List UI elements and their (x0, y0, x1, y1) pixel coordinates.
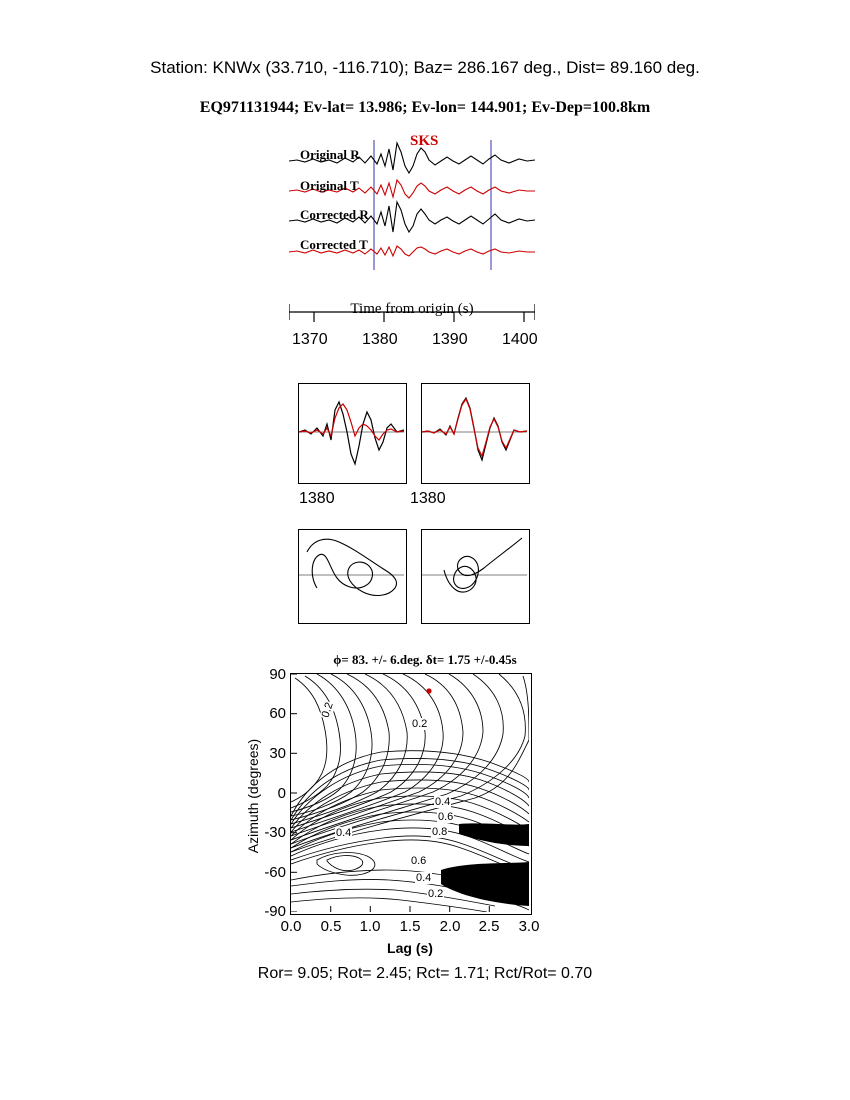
closeup-panel-uncorrected (298, 383, 407, 484)
contour-ytick-0: 0 (277, 785, 286, 802)
contour-label-3: 0.4 (336, 827, 352, 839)
time-tick-1390: 1390 (432, 331, 468, 348)
contour-label-5: 0.8 (432, 826, 448, 838)
best-solution-marker (426, 688, 431, 693)
contour-ytick-m30: -30 (264, 824, 286, 841)
trace-label-original-t: Original T (300, 178, 359, 193)
sks-phase-label: SKS (410, 133, 439, 149)
contour-plot (290, 673, 532, 915)
contour-ylabel-text: Azimuth (degrees) (245, 738, 261, 854)
contour-xlabel: Lag (s) (387, 940, 433, 956)
contour-xtick-20: 2.0 (439, 918, 461, 935)
contour-label-7: 0.4 (416, 872, 432, 884)
contour-label-0: 0.2 (319, 700, 336, 720)
contour-ytick-m90: -90 (264, 903, 286, 920)
time-axis-title: Time from origin (s) (350, 301, 474, 317)
residual-summary: Ror= 9.05; Rot= 2.45; Rct= 1.71; Rct/Rot= 0.70 (257, 965, 593, 982)
closeup-label-right: 1380 (410, 490, 446, 507)
time-tick-1380: 1380 (362, 331, 398, 348)
trace-label-original-r: Original R (300, 147, 360, 162)
particle-motion-uncorrected (298, 529, 407, 624)
closeup-label-left: 1380 (299, 490, 335, 507)
time-tick-1370: 1370 (292, 331, 328, 348)
contour-xtick-15: 1.5 (399, 918, 421, 935)
contour-xtick-00: 0.0 (280, 918, 302, 935)
station-header: Station: KNWx (33.710, -116.710); Baz= 286.167 deg., Dist= 89.160 deg. (150, 58, 700, 77)
contour-ytick-m60: -60 (264, 864, 286, 881)
contour-xtick-25: 2.5 (478, 918, 500, 935)
contour-ytick-60: 60 (269, 705, 286, 722)
contour-xtick-10: 1.0 (359, 918, 381, 935)
contour-label-1: 0.2 (412, 718, 428, 730)
contour-label-8: 0.2 (428, 888, 444, 900)
particle-motion-corrected (421, 529, 530, 624)
contour-ytick-90: 90 (269, 666, 286, 683)
trace-label-corrected-r: Corrected R (300, 207, 369, 222)
contour-title: ϕ= 83. +/- 6.deg. δt= 1.75 +/-0.45s (333, 652, 517, 667)
time-axis-ticklabels (270, 331, 560, 357)
contour-ytick-30: 30 (269, 745, 286, 762)
trace-label-corrected-t: Corrected T (300, 237, 368, 252)
contour-xtick-05: 0.5 (320, 918, 342, 935)
contour-label-2: 0.4 (435, 796, 451, 808)
event-header: EQ971131944; Ev-lat= 13.986; Ev-lon= 144.901; Ev-Dep=100.8km (199, 99, 651, 116)
contour-label-6: 0.6 (411, 855, 427, 867)
time-tick-1400: 1400 (502, 331, 538, 348)
contour-xtick-30: 3.0 (518, 918, 540, 935)
closeup-panel-corrected (421, 383, 530, 484)
contour-label-4: 0.6 (438, 811, 454, 823)
